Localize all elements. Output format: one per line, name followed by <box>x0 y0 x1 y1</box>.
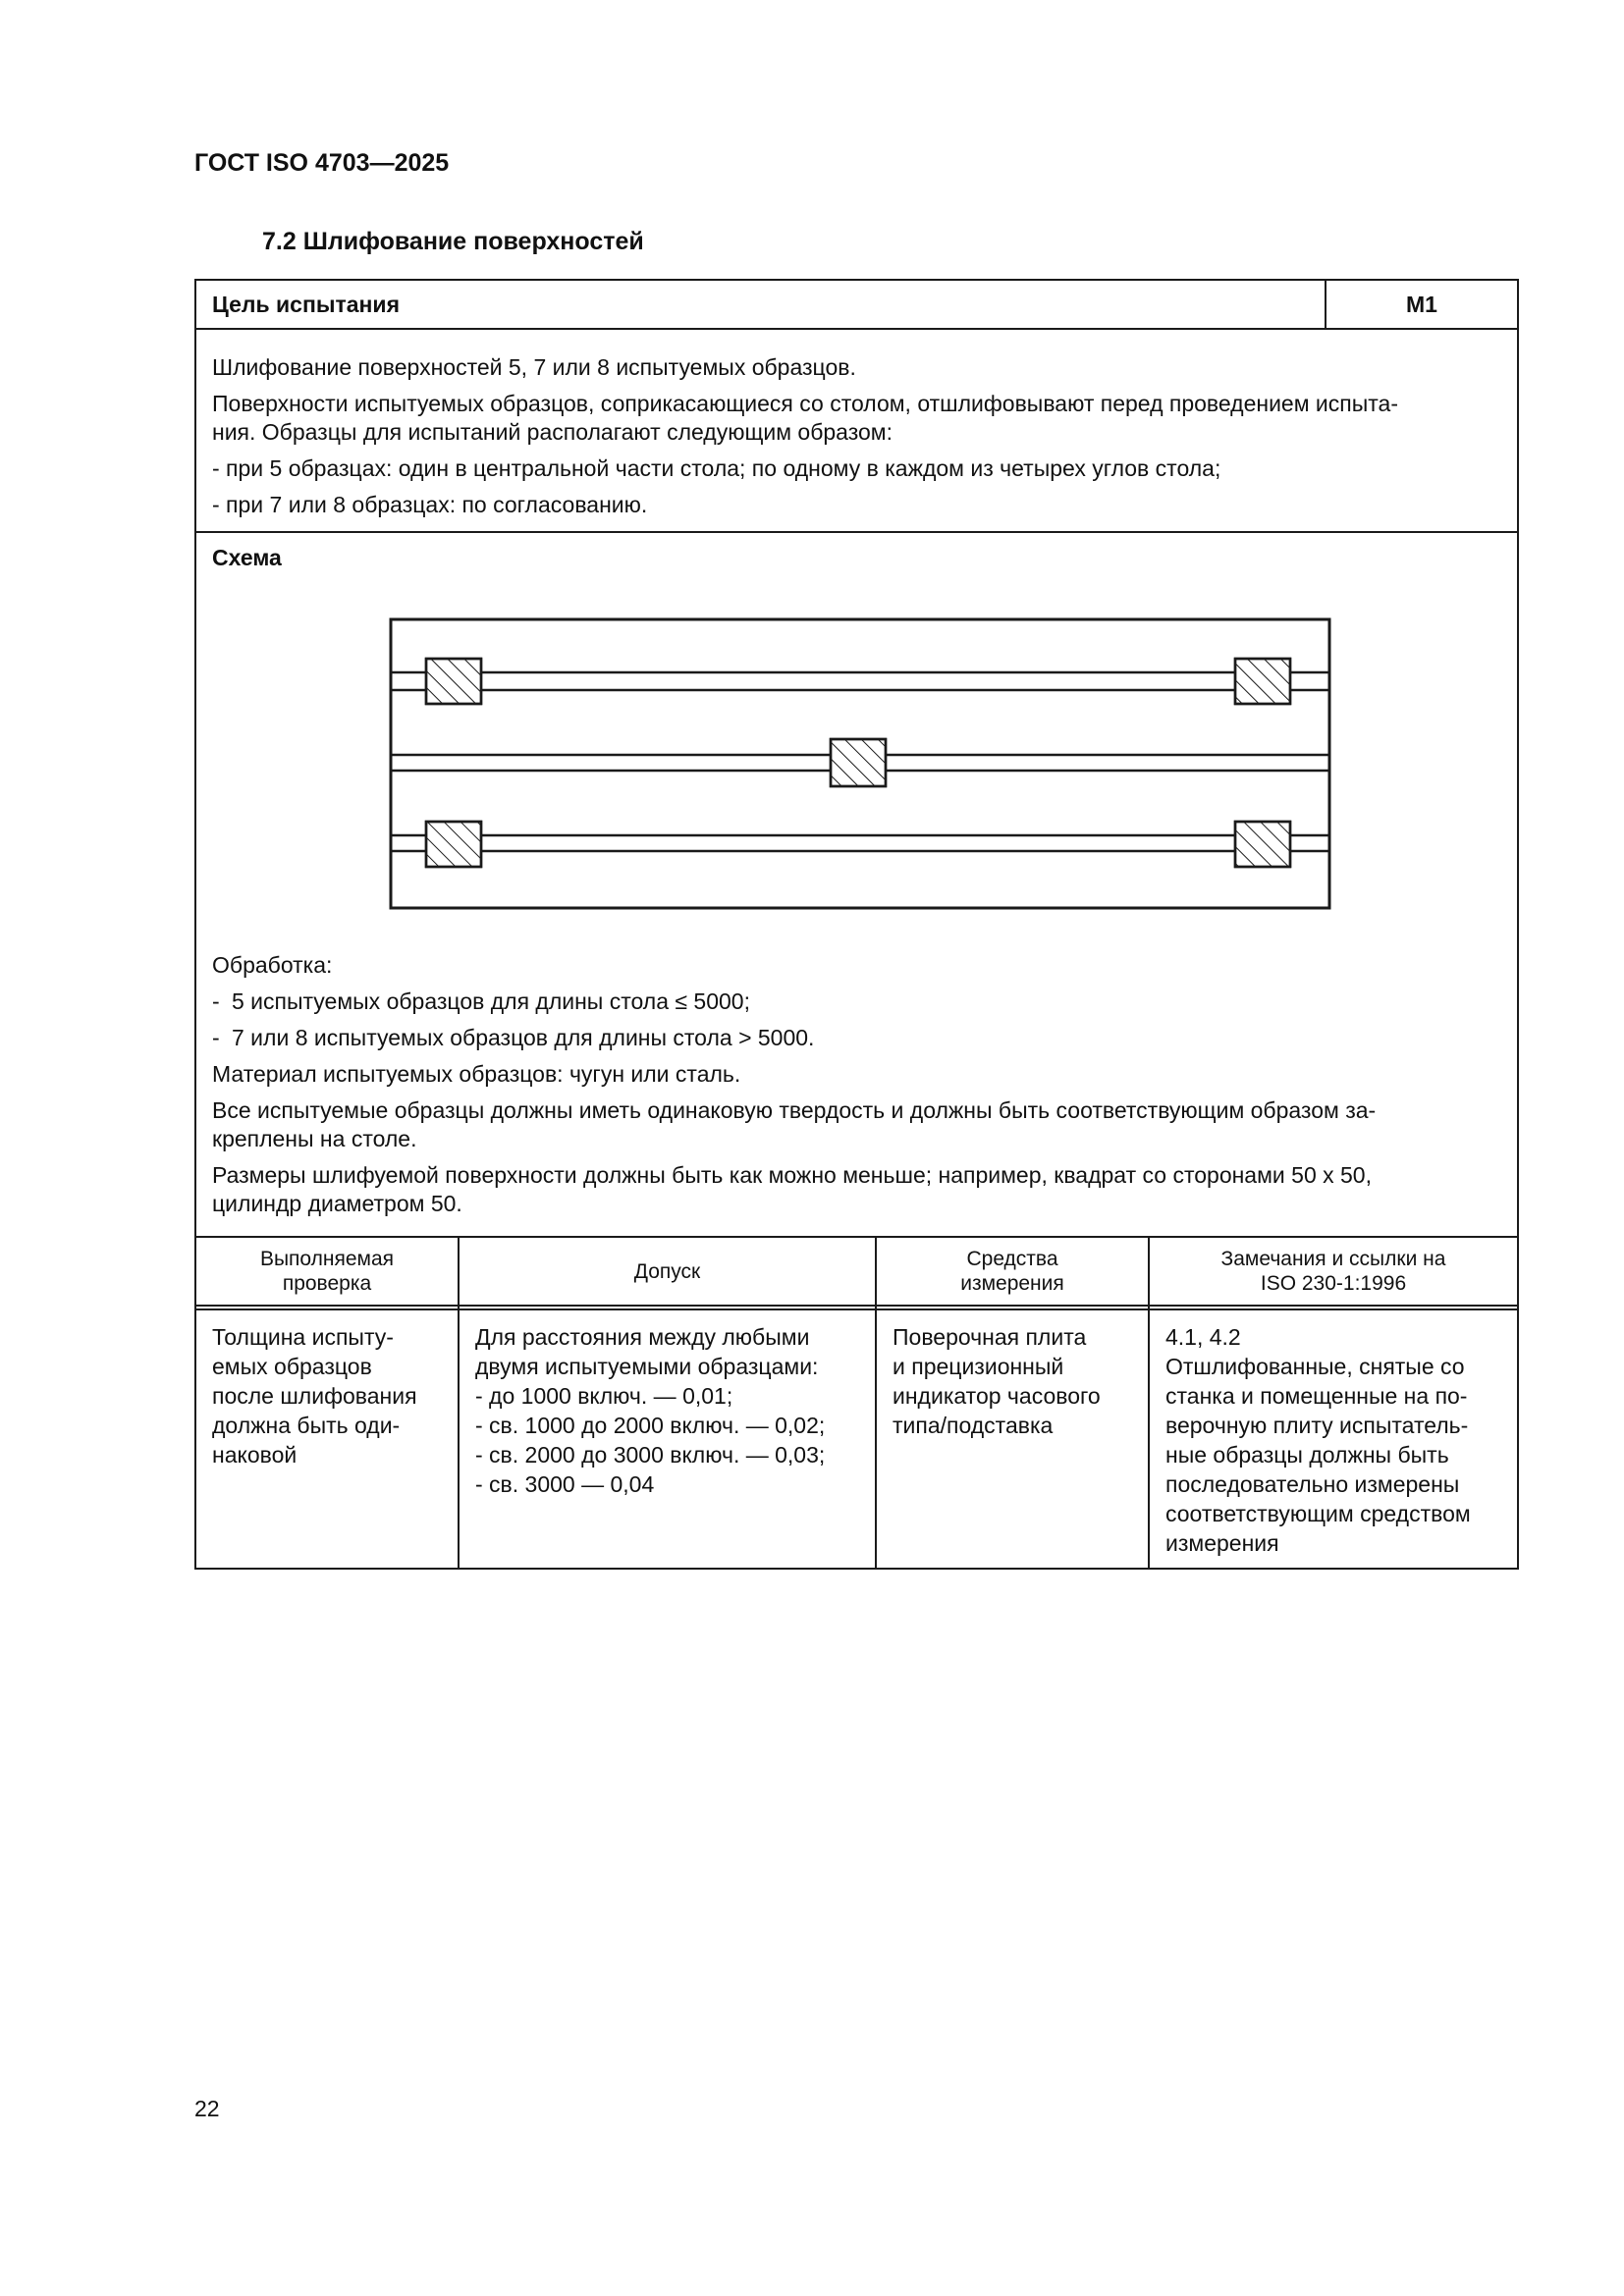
intro-line: - при 7 или 8 образцах: по согласованию. <box>212 492 648 517</box>
notes-line: Все испытуемые образцы должны иметь одинаковую твердость и должны быть соответствующим образом за- <box>212 1097 1377 1123</box>
specimen-top-right <box>1235 659 1290 704</box>
t-slot-bottom <box>391 835 1329 851</box>
scheme-section <box>195 532 1518 1237</box>
notes-line: - 5 испытуемых образцов для длины стола ≤ 5000; <box>212 988 750 1014</box>
check-table-header <box>195 1237 1518 1306</box>
specimen-top-left <box>426 659 481 704</box>
cell-remarks: 4.1, 4.2 Отшлифованные, снятые со станка и помещенные на по- верочную плиту испытатель- ные образцы должны быть последовательно измерены соответствующим средством измерения <box>1149 1309 1518 1569</box>
cell-instruments: Поверочная плита и прецизионный индикатор часового типа/подставка <box>876 1309 1149 1569</box>
specimen-bottom-right <box>1235 822 1290 867</box>
document-code: ГОСТ ISO 4703—2025 <box>194 149 450 177</box>
specimen-bottom-left <box>426 822 481 867</box>
notes-line: креплены на столе. <box>212 1126 417 1151</box>
intro-line: ния. Образцы для испытаний располагают следующим образом: <box>212 419 893 445</box>
check-table-row <box>195 1309 1518 1569</box>
intro-line: Шлифование поверхностей 5, 7 или 8 испытуемых образцов. <box>212 354 856 380</box>
page-number: 22 <box>194 2096 220 2121</box>
test-table <box>194 279 1519 1570</box>
notes-line: Размеры шлифуемой поверхности должны быть как можно меньше; например, квадрат со сторонами 50 х 50, <box>212 1162 1372 1188</box>
scheme-label: Схема <box>212 545 282 570</box>
notes-line: Обработка: <box>212 952 333 978</box>
header-remarks: Замечания и ссылки на ISO 230-1:1996 <box>1149 1237 1518 1306</box>
notes-line: Материал испытуемых образцов: чугун или сталь. <box>212 1061 741 1087</box>
specimen-center <box>831 739 886 786</box>
test-code: M1 <box>1326 280 1518 329</box>
t-slot-top <box>391 672 1329 690</box>
header-check: Выполняемая проверка <box>195 1237 459 1306</box>
notes-line: - 7 или 8 испытуемых образцов для длины стола > 5000. <box>212 1025 815 1050</box>
intro-line: Поверхности испытуемых образцов, соприкасающиеся со столом, отшлифовывают перед проведением испыта- <box>212 391 1398 416</box>
purpose-label: Цель испытания <box>195 280 1326 329</box>
header-instruments: Средства измерения <box>876 1237 1149 1306</box>
header-tolerance: Допуск <box>459 1237 876 1306</box>
section-title: 7.2 Шлифование поверхностей <box>262 228 644 255</box>
processing-notes <box>212 951 1501 1218</box>
intro-line: - при 5 образцах: один в центральной части стола; по одному в каждом из четырех углов стола; <box>212 455 1221 481</box>
table-scheme-diagram <box>389 617 1331 912</box>
notes-line: цилиндр диаметром 50. <box>212 1191 462 1216</box>
intro-text <box>195 329 1518 532</box>
cell-tolerance: Для расстояния между любыми двумя испытуемыми образцами: - до 1000 включ. — 0,01; - св. 1000 до 2000 включ. — 0,02; - св. 2000 до 3000 включ. — 0,03; - св. 3000 — 0,04 <box>459 1309 876 1569</box>
cell-check: Толщина испыту- емых образцов после шлифования должна быть оди- наковой <box>195 1309 459 1569</box>
